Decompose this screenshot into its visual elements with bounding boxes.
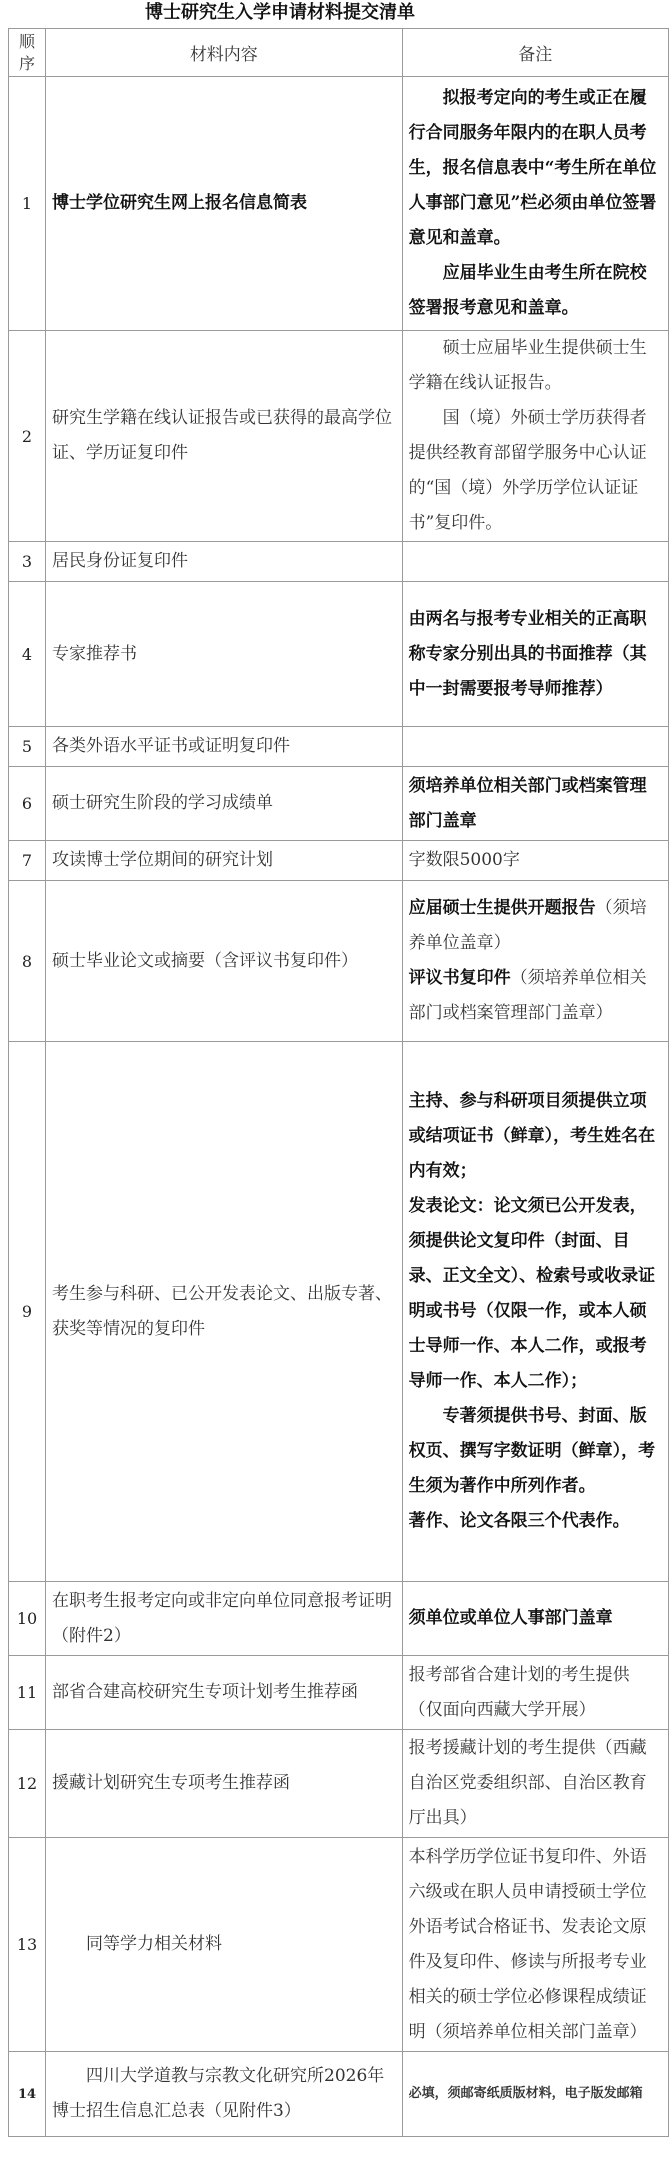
row-number: 13 xyxy=(9,1838,46,2052)
page-title: 博士研究生入学申请材料提交清单 xyxy=(145,2,415,23)
row-number: 1 xyxy=(9,77,46,331)
row-content: 硕士研究生阶段的学习成绩单 xyxy=(46,767,403,841)
row-number: 10 xyxy=(9,1582,46,1656)
row-number: 8 xyxy=(9,881,46,1042)
row-content: 硕士毕业论文或摘要（含评议书复印件） xyxy=(46,881,403,1042)
row-content: 专家推荐书 xyxy=(46,582,403,727)
row-number: 2 xyxy=(9,331,46,542)
note-paragraph: 主持、参与科研项目须提供立项或结项证书（鲜章），考生姓名在内有效； xyxy=(408,1091,656,1181)
note-text: （须培养单位相关部门或档案管理部门盖章） xyxy=(408,968,647,1023)
row-note: 必填，须邮寄纸质版材料，电子版发邮箱 xyxy=(402,2052,668,2137)
row-number: 12 xyxy=(9,1730,46,1838)
header-order-line2: 序 xyxy=(19,53,36,73)
header-content: 材料内容 xyxy=(46,29,403,77)
row-note xyxy=(402,1042,668,1582)
table-row xyxy=(9,1656,669,1730)
row-note: 报考部省合建计划的考生提供（仅面向西藏大学开展） xyxy=(402,1656,668,1730)
table-row xyxy=(9,1042,669,1582)
table-row xyxy=(9,841,669,881)
table-row xyxy=(9,727,669,767)
table-row xyxy=(9,542,669,582)
table-row xyxy=(9,881,669,1042)
row-note xyxy=(402,77,668,331)
note-paragraph: 拟报考定向的考生或正在履行合同服务年限内的在职人员考生，报名信息表中“考生所在单位人事部门意见”栏必须由单位签署意见和盖章。 xyxy=(408,88,657,248)
row-content: 攻读博士学位期间的研究计划 xyxy=(46,841,403,881)
row-content: 居民身份证复印件 xyxy=(46,542,403,582)
header-order-line1: 顺 xyxy=(19,31,36,51)
row-content: 考生参与科研、已公开发表论文、出版专著、获奖等情况的复印件 xyxy=(46,1042,403,1582)
table-header-row xyxy=(9,29,669,77)
note-text: （须培养单位盖章） xyxy=(408,898,647,953)
row-content: 各类外语水平证书或证明复印件 xyxy=(46,727,403,767)
row-content: 研究生学籍在线认证报告或已获得的最高学位证、学历证复印件 xyxy=(46,331,403,542)
table-row xyxy=(9,767,669,841)
row-content: 同等学力相关材料 xyxy=(46,1838,403,2052)
note-paragraph xyxy=(409,891,662,961)
row-content: 在职考生报考定向或非定向单位同意报考证明（附件2） xyxy=(46,1582,403,1656)
row-note: 字数限5000字 xyxy=(402,841,668,881)
row-note xyxy=(402,727,668,767)
row-content: 博士学位研究生网上报名信息简表 xyxy=(46,77,403,331)
row-content: 四川大学道教与宗教文化研究所2026年博士招生信息汇总表（见附件3） xyxy=(46,2052,403,2137)
header-order xyxy=(9,29,46,77)
table-row xyxy=(9,331,669,542)
row-content: 援藏计划研究生专项考生推荐函 xyxy=(46,1730,403,1838)
materials-table xyxy=(8,28,669,2137)
table-row xyxy=(9,1730,669,1838)
note-bold-text: 应届硕士生提供开题报告 xyxy=(408,898,596,918)
row-number: 4 xyxy=(9,582,46,727)
table-row xyxy=(9,77,669,331)
row-number: 9 xyxy=(9,1042,46,1582)
note-paragraph: 国（境）外硕士学历获得者提供经教育部留学服务中心认证的“国（境）外学历学位认证证书”复印件。 xyxy=(408,408,647,533)
note-paragraph: 著作、论文各限三个代表作。 xyxy=(408,1511,630,1531)
row-note xyxy=(402,881,668,1042)
row-note: 报考援藏计划的考生提供（西藏自治区党委组织部、自治区教育厅出具） xyxy=(402,1730,668,1838)
header-note: 备注 xyxy=(402,29,668,77)
table-row xyxy=(9,1838,669,2052)
table-row xyxy=(9,1582,669,1656)
note-paragraph: 专著须提供书号、封面、版权页、撰写字数证明（鲜章），考生须为著作中所列作者。 xyxy=(408,1406,656,1496)
table-row xyxy=(9,582,669,727)
table-row xyxy=(9,2052,669,2137)
row-number: 7 xyxy=(9,841,46,881)
note-paragraph: 发表论文：论文须已公开发表，须提供论文复印件（封面、目录、正文全文）、检索号或收录证明或书号（仅限一作，或本人硕士导师一作、本人二作，或报考导师一作、本人二作）； xyxy=(408,1196,656,1391)
row-note xyxy=(402,542,668,582)
note-bold-text: 评议书复印件 xyxy=(408,968,511,988)
row-content: 部省合建高校研究生专项计划考生推荐函 xyxy=(46,1656,403,1730)
row-note: 由两名与报考专业相关的正高职称专家分别出具的书面推荐（其中一封需要报考导师推荐） xyxy=(402,582,668,727)
row-number: 6 xyxy=(9,767,46,841)
row-number: 5 xyxy=(9,727,46,767)
note-paragraph: 应届毕业生由考生所在院校签署报考意见和盖章。 xyxy=(408,263,647,318)
row-number: 3 xyxy=(9,542,46,582)
row-note: 须单位或单位人事部门盖章 xyxy=(402,1582,668,1656)
row-note: 本科学历学位证书复印件、外语六级或在职人员申请授硕士学位外语考试合格证书、发表论文原件及复印件、修读与所报考专业相关的硕士学位必修课程成绩证明（须培养单位相关部门盖章） xyxy=(402,1838,668,2052)
row-number: 11 xyxy=(9,1656,46,1730)
note-paragraph: 硕士应届毕业生提供硕士生学籍在线认证报告。 xyxy=(408,338,647,393)
note-paragraph xyxy=(409,961,662,1031)
row-note xyxy=(402,331,668,542)
row-number: 14 xyxy=(9,2052,46,2137)
row-note: 须培养单位相关部门或档案管理部门盖章 xyxy=(402,767,668,841)
